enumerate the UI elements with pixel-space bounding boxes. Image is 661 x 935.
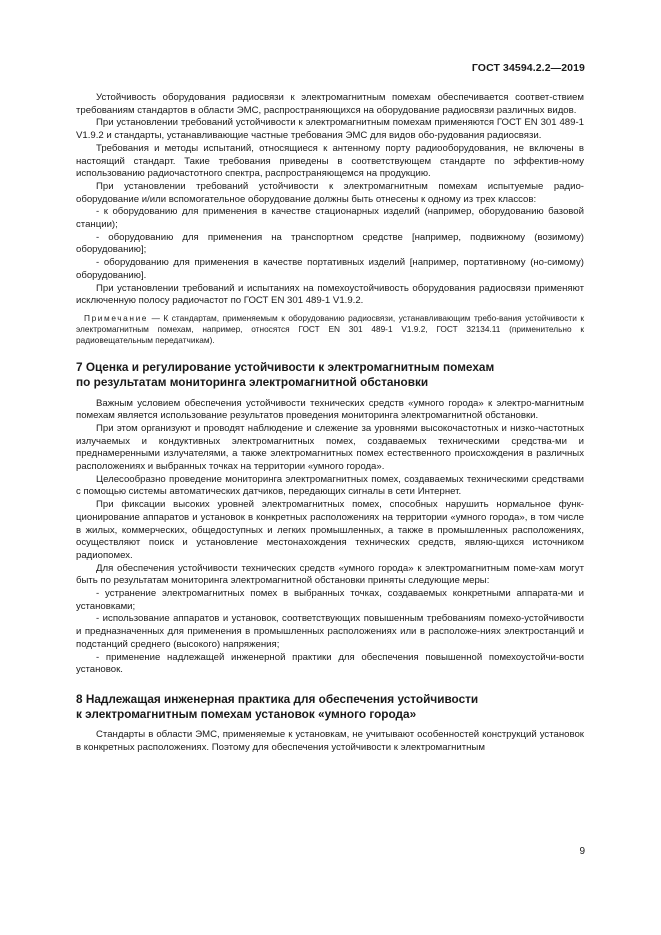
section-title-line2: к электромагнитным помехам установок «умного города» [76, 706, 417, 721]
section-title-line2: по результатам мониторинга электромагнитной обстановки [76, 374, 429, 389]
section-title-line1: Оценка и регулирование устойчивости к электромагнитным помехам [85, 360, 495, 375]
paragraph: При установлении требований и испытаниях на помехоустойчивость оборудования радиосвязи применяют исключенную полосу радиочастот по ГОСТ EN 301 489-1 V1.9.2. [76, 282, 584, 307]
section-number: 7 [76, 360, 83, 375]
paragraph: При фиксации высоких уровней электромагнитных помех, способных нарушить нормальное функ-ционирование аппаратов и установок в конкретных расположениях на территории «умного города», в том числе в жилых, коммерческих, общедоступных и легких промышленных, а также в промышленных расположениях, осуществляют поиск и установление местонахождения технических средств, являю-щихся источником радиопомех. [76, 499, 584, 561]
note-label: Примечание [84, 312, 149, 323]
note [76, 313, 584, 345]
page-content [76, 92, 584, 755]
list-item: - устранение электромагнитных помех в выбранных точках, создаваемых конкретными аппарата-ми и установками; [76, 588, 584, 612]
paragraph: Устойчивость оборудования радиосвязи к электромагнитным помехам обеспечивается соответ-ствием требованиям стандартов в области ЭМС, распространяющихся на оборудование радиосвязи различных видов. [76, 92, 584, 116]
list-item: - к оборудованию для применения в качестве стационарных изделий (например, оборудованию базовой станции); [76, 206, 584, 231]
note-text: — К стандартам, применяемым к оборудованию радиосвязи, устанавливающим требо-вания устойчивости к электромагнитным помехам, например, относятся ГОСТ EN 301 489-1 V1.9.2, ГОСТ 32134.11 (применительно к радиовещательным передатчикам). [76, 312, 584, 345]
paragraph: Целесообразно проведение мониторинга электромагнитных помех, создаваемых техническими средствами с помощью системы автоматических датчиков, передающих сигналы в сети Интернет. [76, 473, 584, 498]
list-item: - оборудованию для применения в качестве портативных изделий [например, портативному (но-симому) оборудованию]. [76, 257, 584, 281]
section-8-heading [76, 692, 584, 721]
section-number: 8 [76, 692, 83, 706]
paragraph: При установлении требований устойчивости к электромагнитным помехам применяются ГОСТ EN 301 489-1 V1.9.2 и стандарты, устанавливающие частные требования ЭМС для видов обо-рудования радиосвязи. [76, 117, 584, 142]
list-item: - оборудованию для применения на транспортном средстве [например, подвижному (возимому) оборудованию]; [76, 231, 584, 256]
section-7-heading [76, 360, 584, 389]
paragraph: Стандарты в области ЭМС, применяемые к установкам, не учитывают особенностей конструкций установок в конкретных расположениях. Поэтому для обеспечения устойчивости к электромагнитным [76, 729, 584, 753]
paragraph: Требования и методы испытаний, относящиеся к антенному порту радиооборудования, не включены в настоящий стандарт. Такие требования приведены в соответствующем стандарте по эффектив-ному использованию радиочастотного спектра, распространяющемся на продукцию. [76, 142, 584, 180]
section-title-line1: Надлежащая инженерная практика для обеспечения устойчивости [85, 692, 479, 706]
paragraph: Для обеспечения устойчивости технических средств «умного города» к электромагнитным поме-хам могут быть по результатам мониторинга электромагнитной обстановки приняты следующие меры: [76, 562, 584, 587]
list-item: - использование аппаратов и установок, соответствующих повышенным требованиям помехо-устойчивости и предназначенных для применения в промышленных расположениях или в расположе-ниях электростанций и подстанций среднего (высокого) напряжения; [76, 613, 584, 650]
list-item: - применение надлежащей инженерной практики для обеспечения повышенной помехоустойчи-вости установок. [76, 651, 584, 676]
paragraph: Важным условием обеспечения устойчивости технических средств «умного города» к электро-магнитным помехам является использование результатов проведения мониторинга электромагнитной обстановки. [76, 397, 584, 422]
paragraph: При установлении требований устойчивости к электромагнитным помехам испытуемые радио-оборудование и/или вспомогательное оборудование должны быть отнесены к одному из трех классов: [76, 180, 584, 205]
document-id: ГОСТ 34594.2.2—2019 [471, 62, 585, 74]
paragraph: При этом организуют и проводят наблюдение и слежение за уровнями высокочастотных и низко-частотных излучаемых и кондуктивных электромагнитных помех, создаваемых техническими средства-ми и преднамеренными излучателями, а также электромагнитных помех естественного происхождения в различных расположениях и выбранных точках на территории «умного города». [76, 422, 584, 473]
page-number: 9 [579, 846, 585, 857]
